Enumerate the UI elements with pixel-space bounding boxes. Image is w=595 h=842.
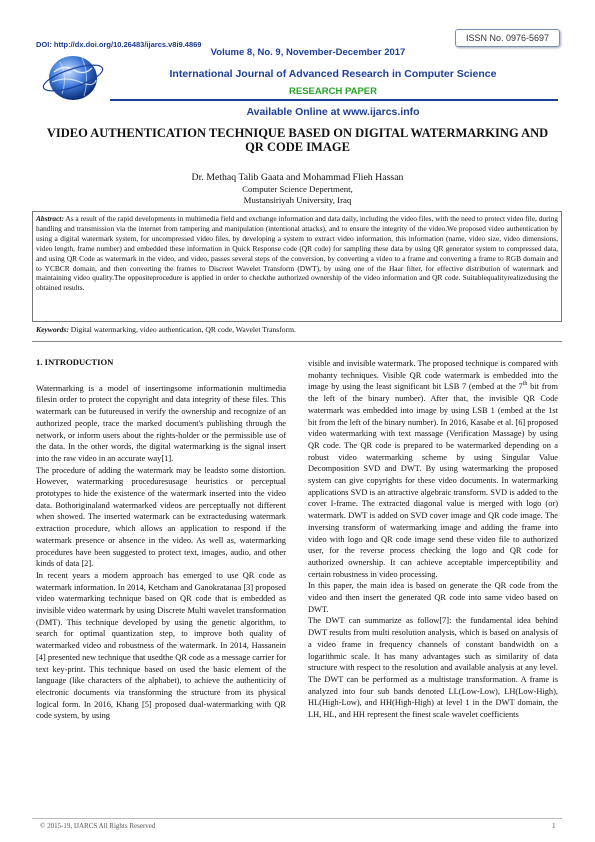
issn-badge: [455, 29, 560, 47]
copyright: © 2015-19, IJARCS All Rights Reserved: [40, 822, 156, 830]
abstract-label: Abstract:: [36, 214, 64, 223]
journal-logo-globe: [40, 46, 106, 106]
doi-link[interactable]: DOI: http://dx.doi.org/10.26483/ijarcs.v8i9.4869: [36, 40, 202, 49]
keywords-rule: [32, 341, 562, 342]
volume-issue: Volume 8, No. 9, November-December 2017: [210, 47, 406, 58]
left-column: [36, 357, 286, 722]
affiliation: [40, 184, 555, 206]
keywords: [36, 325, 556, 334]
issn-text: ISSN No. 0976-5697: [465, 33, 550, 43]
authors: Dr. Methaq Talib Gaata and Mohammad Flieh Hassan: [191, 172, 404, 183]
paper-type: RESEARCH PAPER: [289, 86, 377, 97]
keywords-text: Digital watermarking, video authentication, QR code, Wavelet Transform.: [68, 325, 296, 334]
abstract: [36, 214, 558, 293]
availability-link[interactable]: Available Online at www.ijarcs.info: [246, 106, 420, 118]
paragraph: Watermarking is a model of insertingsome informationin multimedia filesin order to protect the copyright and data integrity of these files. This watermark can be futureused in verify the ownership and recognize of an authorized people, trace the marked document's publishing through the network, or inform users about the rights-holder or the permissible use of the data. In the other words, the digital watermarking is the signal insert into the raw video in an accurate way[1].: [36, 383, 286, 463]
paragraph: [308, 358, 558, 580]
paper-title: VIDEO AUTHENTICATION TECHNIQUE BASED ON DIGITAL WATERMARKING AND QR CODE IMAGE: [46, 126, 549, 154]
page-number: 1: [552, 822, 556, 830]
abstract-text: As a result of the rapid developments in multimedia field and exchange information and data daily, including the video files, with the need to protect video file, during handling and transmission via the internet from tampering and manipulation (intentional attacks), and to ensure the integrity of the video.We proposed video authentication by using a digital watermark system, for uncompressed video files, by developing a system to extract video information, this information (name, video size, video dimensions, video length, frame number) and embedded these information in Quick Response code (QR code) for sampling these data by using QR generator system to compressed data, and using QR Code as watermark in the video, and video, passes several steps of the conversion, by converting a video to a frame and converting a frame to RGB domain and to YCBCR domain, and then converting the frames to Discreet Wavelet Transform (DWT), by using one of the Haar filter, for effective distribution of watermark and maintaining video quality.The oppositeprocedure is applied in order to checkthe authorized ownership of the video information and QR code. Suitablequalityrealizedusing the obtained results.: [36, 214, 558, 293]
right-column: [308, 358, 558, 721]
paragraph-part: visible and invisible watermark. The proposed technique is compared with mohanty techniques. Visible QR code watermark is embedded into the image by using the least significant bit LSB 7 (embed at the 7: [308, 359, 558, 392]
paragraph: The procedure of adding the watermark may be leadsto some distortion. However, watermarking proceduresusage heuristics or perceptual prototypes to hide the existence of the watermark inserted into the video data. Bothoriginaland watermarked videos are perceptually not different when showed. The inserted watermark can be extractedusing watermark extraction procedure, which allows an application to respond if the watermark presence or absence in the video. As well as, watermarking procedures have been suggested to protect text, images, audio, and other kinds of data [2].: [36, 465, 286, 569]
section-heading-introduction: 1. INTRODUCTION: [36, 357, 114, 367]
superscript: th: [522, 381, 528, 388]
department: Computer Science Depertment,: [242, 184, 353, 194]
header-rule: [110, 99, 558, 101]
paragraph: The DWT can summarize as follow[7]: the fundamental idea behind DWT results from multi resolution analysis, which is based on analysis of a video frame in frequency channels of constant bandwidth on a logarithmic scale. It has many advantages such as similarity of data structure with respect to the resolution and available analysis at any level. The DWT can be performed as a multistage transformation. A frame is analyzed into four sub bands denoted LL(Low-Low), LH(Low-High), HL(High-Low), and HH(High-High) at level 1 in the DWT domain, the LH, HL, and HH represent the finest scale wavelet coefficients: [308, 616, 558, 720]
paragraph: In recent years a modern approach has emerged to use QR code as watermark information. In 2014, Ketcham and Ganokratanaa [3] proposed video watermarking technique based on QR code that is embedded as invisible video watermark by using Discrete Multi wavelet transformation (DMT). This technique developed by using the genetic algorithm, to search for optimal quantization step, to improve both quality of watermarked video and robustness of the watermark. In 2014, Hassanein [4] presented new technique that usedthe QR code as a message carrier for text key-print. This technique based on used the basic element of the language (like characters of the alphabet), to achieve the authenticity of electronic documents via transforming the structure from its physical logical form. In 2016, Khang [5] proposed dual-watermarking with QR code system, by using: [36, 570, 286, 721]
footer-rule: [32, 818, 562, 819]
paragraph: In this paper, the main idea is based on generate the QR code from the video and then insert the generated QR code into same video based on DWT.: [308, 581, 558, 614]
journal-name: International Journal of Advanced Research in Computer Science: [169, 68, 497, 80]
keywords-label: Keywords:: [36, 325, 69, 334]
university: Mustansiriyah University, Iraq: [243, 195, 352, 205]
paragraph-part: bit from the left of the binary number). After that, the invisible QR Code watermark was embedded into image by using LSB 1 (embed at the 1st bit from the left of the binary number). In 2016, Kasabe et al. [6] proposed video watermarking with text massage (Verification Massage) by using QR code. The QR code is prepared to be watermarked depending on a robust video watermarking scheme by using Singular Value Decomposition SVD and DWT. By using watermarking the proposed system can give copyrights for these video documents. In watermarking applications SVD is an attractive algebraic transform. SVD is added to the cover I-frame. The extracted diagonal value is merged with logo (or) watermark. DWT is added on SVD cover image and QR code image. The inversing transform of watermarking image and adding the frame into video with logo and QR code image send these video file to authorized user, for the reverse process checking the logo and QR code for authorized ownership. It can achieve acceptable imperceptibility and certain robustness in video processing.: [308, 382, 559, 579]
